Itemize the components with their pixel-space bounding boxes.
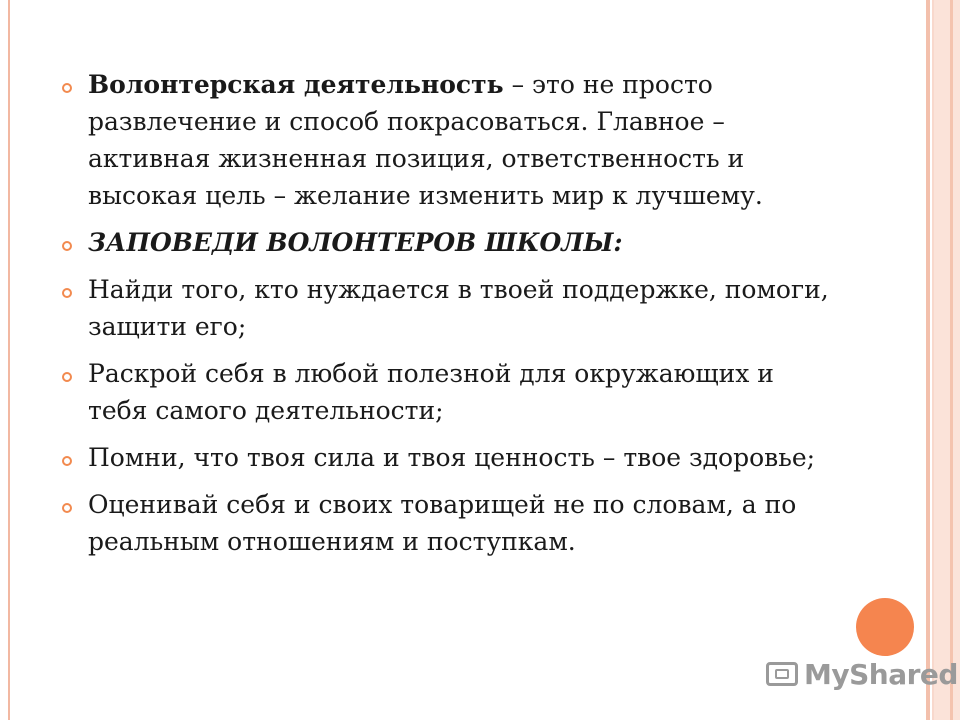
bullet-icon <box>62 503 72 513</box>
item-text: Раскрой себя в любой полезной для окружающих и тебя самого деятельности; <box>88 359 774 425</box>
bullet-icon <box>62 83 72 93</box>
right-frame-line <box>926 0 930 720</box>
commandments-heading: ЗАПОВЕДИ ВОЛОНТЕРОВ ШКОЛЫ: <box>88 228 623 257</box>
presentation-logo-icon <box>766 662 798 686</box>
item-text: Оценивай себя и своих товарищей не по словам, а по реальным отношениям и поступкам. <box>88 490 797 556</box>
list-item <box>62 271 832 345</box>
right-decorative-panel <box>934 0 960 720</box>
list-item <box>62 224 832 261</box>
list-item <box>62 486 832 560</box>
right-panel-stripe <box>950 0 953 720</box>
term-bold: Волонтерская деятельность <box>88 70 504 99</box>
list-item <box>62 439 832 476</box>
item-text <box>88 66 832 214</box>
watermark-text: MyShared <box>804 657 958 691</box>
list-item <box>62 355 832 429</box>
bullet-icon <box>62 456 72 466</box>
term-definition: – это не просто развлечение и способ покрасоваться. Главное – активная жизненная позиция, ответственность и высокая цель – желание изменить мир к лучшему. <box>88 70 763 210</box>
bullet-icon <box>62 372 72 382</box>
slide-content <box>62 66 832 570</box>
bullet-icon <box>62 288 72 298</box>
left-frame-line <box>8 0 10 720</box>
item-text: Помни, что твоя сила и твоя ценность – твое здоровье; <box>88 443 816 472</box>
decorative-orange-circle <box>856 598 914 656</box>
watermark <box>766 656 958 692</box>
bullet-icon <box>62 241 72 251</box>
list-item <box>62 66 832 214</box>
item-text: Найди того, кто нуждается в твоей поддержке, помоги, защити его; <box>88 275 829 341</box>
